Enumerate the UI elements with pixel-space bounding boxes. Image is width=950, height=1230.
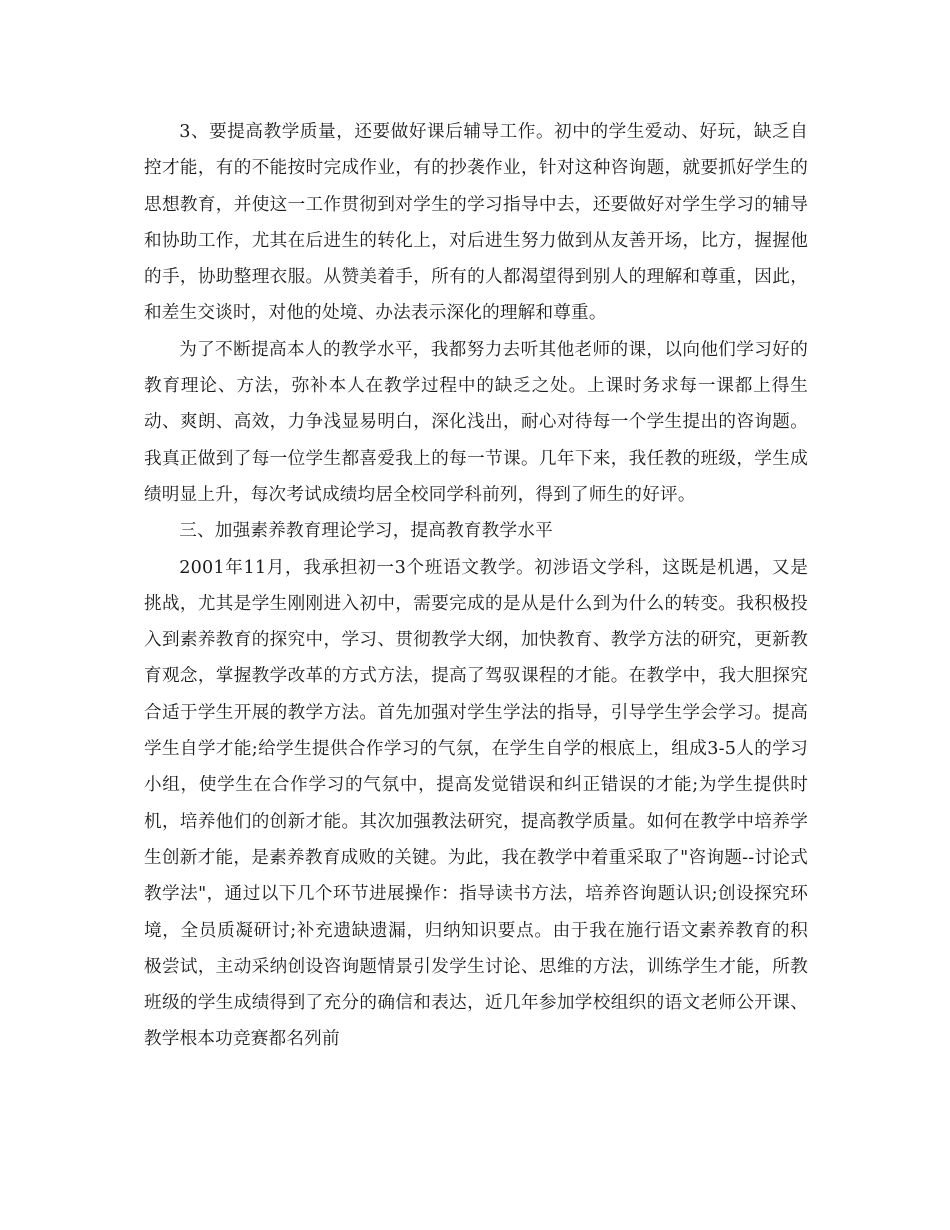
document-body: [144, 114, 808, 1058]
paragraph-quality-education: 2001年11月，我承担初一3个班语文教学。初涉语文学科，这既是机遇，又是挑战，尤其是学生刚刚进入初中，需要完成的是从是什么到为什么的转变。我积极投入到素养教育的探究中，学习、贯彻教学大纲，加快教育、教学方法的研究，更新教育观念，掌握教学改革的方式方法，提高了驾驭课程的才能。在教学中，我大胆探究合适于学生开展的教学方法。首先加强对学生学法的指导，引导学生学会学习。提高学生自学才能;给学生提供合作学习的气氛，在学生自学的根底上，组成3-5人的学习小组，使学生在合作学习的气氛中，提高发觉错误和纠正错误的才能;为学生提供时机，培养他们的创新才能。其次加强教法研究，提高教学质量。如何在教学中培养学生创新才能，是素养教育成败的关键。为此，我在教学中着重采取了"咨询题--讨论式教学法"，通过以下几个环节进展操作：指导读书方法，培养咨询题认识;创设探究环境，全员质凝研讨;补充遗缺遗漏，归纳知识要点。由于我在施行语文素养教育的积极尝试，主动采纳创设咨询题情景引发学生讨论、思维的方法，训练学生才能，所教班级的学生成绩得到了充分的确信和表达，近几年参加学校组织的语文老师公开课、教学根本功竞赛都名列前: [144, 557, 808, 1050]
paragraph-teaching-level: 为了不断提高本人的教学水平，我都努力去听其他老师的课，以向他们学习好的教育理论、方法，弥补本人在教学过程中的缺乏之处。上课时务求每一课都上得生动、爽朗、高效，力争浅显易明白，深化浅出，耐心对待每一个学生提出的咨询题。我真正做到了每一位学生都喜爱我上的每一节课。几年下来，我任教的班级，学生成绩明显上升，每次考试成绩均居全校同学科前列，得到了师生的好评。: [144, 339, 808, 505]
paragraph-tutoring: 3、要提高教学质量，还要做好课后辅导工作。初中的学生爱动、好玩，缺乏自控才能，有的不能按时完成作业，有的抄袭作业，针对这种咨询题，就要抓好学生的思想教育，并使这一工作贯彻到对学生的学习指导中去，还要做好对学生学习的辅导和协助工作，尤其在后进生的转化上，对后进生努力做到从友善开场，比方，握握他的手，协助整理衣服。从赞美着手，所有的人都渴望得到别人的理解和尊重，因此，和差生交谈时，对他的处境、办法表示深化的理解和尊重。: [144, 122, 808, 324]
section-heading: 三、加强素养教育理论学习，提高教育教学水平: [179, 521, 553, 542]
